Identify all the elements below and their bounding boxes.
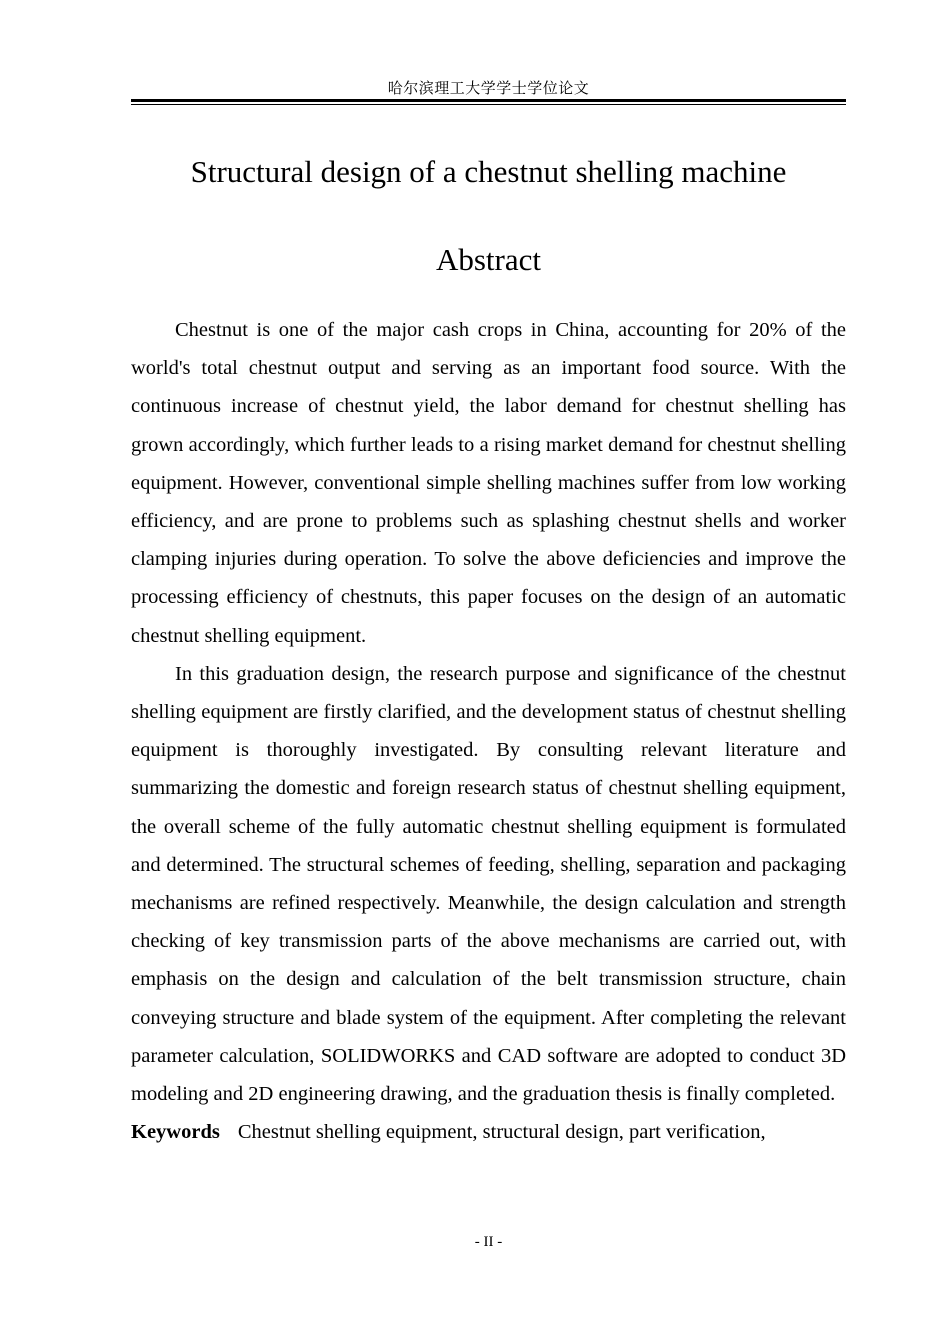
page-number: - II - [474,1234,503,1250]
keywords-text: Chestnut shelling equipment, structural design, part verification, [237,1121,766,1144]
header-rule-thin [131,104,846,105]
running-header: 哈尔滨理工大学学士学位论文 [387,79,590,97]
keywords-line [131,1113,846,1151]
paper-title: Structural design of a chestnut shelling machine [190,154,787,189]
abstract-heading: Abstract [435,242,542,277]
abstract-paragraph-2: In this graduation design, the research purpose and significance of the chestnut shelling equipment are firstly clarified, and the development status of chestnut shelling equipment is thoroughly investigated. By consulting relevant literature and summarizing the domestic and foreign research status of chestnut shelling equipment, the overall scheme of the fully automatic chestnut shelling equipment is formulated and determined. The structural schemes of feeding, shelling, separation and packaging mechanisms are refined respectively. Meanwhile, the design calculation and strength checking of key transmission parts of the above mechanisms are carried out, with emphasis on the design and calculation of the belt transmission structure, chain conveying structure and blade system of the equipment. After completing the relevant parameter calculation, SOLIDWORKS and CAD software are adopted to conduct 3D modeling and 2D engineering drawing, and the graduation thesis is finally completed. [131,662,846,1106]
abstract-paragraph-1: Chestnut is one of the major cash crops in China, accounting for 20% of the world's total chestnut output and serving as an important food source. With the continuous increase of chestnut yield, the labor demand for chestnut shelling has grown accordingly, which further leads to a rising market demand for chestnut shelling equipment. However, conventional simple shelling machines suffer from low working efficiency, and are prone to problems such as splashing chestnut shells and worker clamping injuries during operation. To solve the above deficiencies and improve the processing efficiency of chestnuts, this paper focuses on the design of an automatic chestnut shelling equipment. [131,319,846,647]
header-rule-thick [131,99,846,102]
abstract-body [131,311,846,1151]
keywords-label: Keywords [131,1121,220,1144]
